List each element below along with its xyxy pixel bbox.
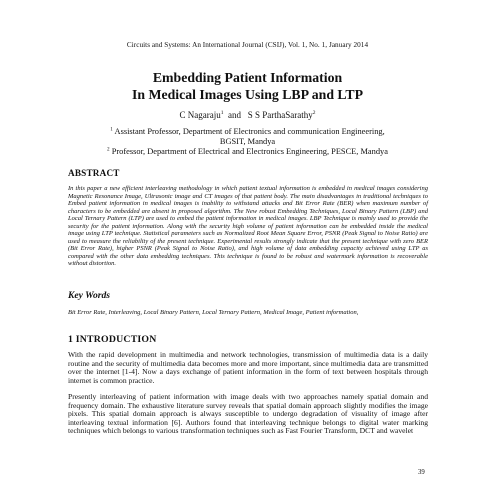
affiliation-1	[40, 127, 455, 137]
introduction-heading: 1 INTRODUCTION	[68, 334, 157, 345]
affiliations	[40, 127, 455, 157]
author-1: C Nagaraju	[179, 110, 221, 120]
title-line-2: In Medical Images Using LBP and LTP	[131, 86, 364, 102]
keywords-text: Bit Error Rate, Interleaving, Local Binary Pattern, Local Ternary Pattern, Medical Image, Patient information,	[68, 309, 359, 316]
affiliation-1-line-2: BGSIT, Mandya	[219, 137, 276, 146]
author-2-sup: 2	[312, 110, 316, 116]
abstract-text: In this paper a new efficient interleaving methodology in which patient textual information is embedded in medical images considering Magnetic Resonance Image, Ultrasonic image and CT images of that patient body. The main disadvantages in traditional techniques to Embed patient information in medical images is inability to withstand attacks and Bit Error Rate (BER) when maximum number of characters to be embedded are absent in proposed algorithm. The New robust Embedding Techniques, Local Binary Pattern (LBP) and Local Ternary Pattern (LTP) are used to embed the patient information in medical images. LBP Technique is mainly used to provide the security for the patient information. Along with the security high volume of patient information can be embedded inside the medical image using LTP technique. Statistical parameters such as Normalized Root Mean Square Error, PSNR (Peak Signal to Noise Ratio) are used to measure the reliability of the present technique. Experimental results strongly indicate that the present technique with zero BER (Bit Error Rate), higher PSNR (Peak Signal to Noise Ratio), and high volume of data embedding capacity achieved using LTP as compared with the other data embedding techniques. This technique is found to be robust and watermark information is recoverable without distortion.	[68, 185, 428, 268]
introduction-paragraph-1: With the rapid development in multimedia and network technologies, transmission of multimedia data is a daily routine and the security of multimedia data becomes more and more important, since multimedia data are transmitted over the internet [1-4]. Now a days exchange of patient information in the form of text between hospitals through internet is common practice.	[68, 350, 428, 385]
author-list	[0, 110, 495, 121]
author-2: S S ParthaSarathy	[247, 110, 313, 120]
affiliation-2	[40, 147, 455, 157]
author-1-sup: 1	[220, 110, 224, 116]
affiliation-2-sup: 2	[107, 146, 110, 153]
introduction-paragraph-2: Presently interleaving of patient information with image deals with two approaches namely spatial domain and frequency domain. The exhaustive literature survey reveals that spatial domain approach slightly modifies the image pixels. This spatial domain approach is always susceptible to undergo degradation of visuality of image after interleaving textual information [6]. Authors found that interleaving technique belongs to digital water marking techniques which belongs to various transformation techniques such as Fast Fourier Transform, DCT and wavelet	[68, 392, 428, 436]
keywords-heading: Key Words	[68, 290, 111, 301]
affiliation-1-sup: 1	[110, 126, 113, 133]
title-line-1: Embedding Patient Information	[152, 70, 343, 85]
affiliation-1-line-1: Assistant Professor, Department of Electronics and communication Engineering,	[114, 127, 385, 136]
abstract-heading: ABSTRACT	[68, 168, 120, 178]
journal-header: Circuits and Systems: An International Journal (CSIJ), Vol. 1, No. 1, January 2014	[126, 41, 369, 49]
page-number: 39	[418, 469, 425, 476]
author-conjunction: and	[227, 110, 241, 120]
paper-title	[0, 70, 495, 103]
affiliation-2-line-1: Professor, Department of Electrical and Electronics Engineering, PESCE, Mandya	[111, 147, 388, 156]
